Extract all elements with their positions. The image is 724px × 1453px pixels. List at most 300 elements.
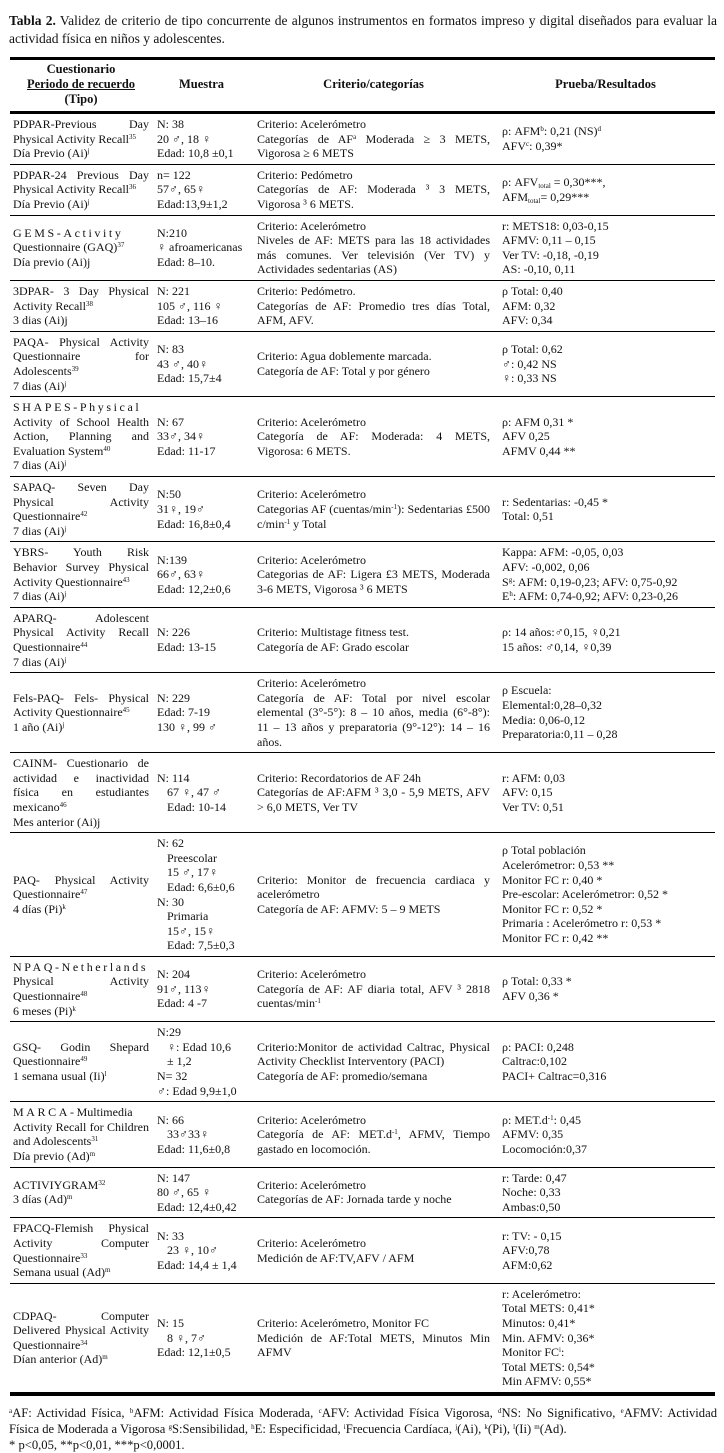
result-line [502,683,712,698]
sample-cell [152,280,251,331]
questionnaire-name: Fels-PAQ- Fels- Physical Activity Questionnaire [13,690,149,720]
reference-number: 35 [128,132,136,141]
text-run: : 0,39* [529,138,563,153]
table-row [10,280,715,331]
text-run: Criterio: Acelerómetro, Monitor FC [257,1315,429,1330]
questionnaire-name-rest: Multimedia Activity Recall for Children and Adolescents [13,1105,149,1149]
text-run: Criterio: Acelerómetro [257,676,366,691]
text-run: AFV 0,25 [502,429,550,444]
criteria-paragraph [257,299,490,328]
recall-type-note: m [67,1193,73,1202]
header-criteria: Criterio/categorías [251,59,496,113]
text-run: ρ: AFV [502,175,539,190]
result-line [502,233,712,248]
sample-line: 31♀, 19♂ [157,501,205,516]
text-run: Min. AFMV: 0,36* [502,1330,595,1345]
questionnaire-name: CAINM- Cuestionario de actividad e inactividad física en estudiantes mexicano [13,756,149,814]
reference-number: 33 [80,1251,88,1260]
text-run: Categoría de AF: promedio/semana [257,1069,428,1084]
criteria-paragraph [257,1069,490,1084]
text-run: Minutos: 0,41* [502,1315,576,1330]
sample-cell [152,956,251,1021]
questionnaire-cell [10,1218,152,1283]
text-run: E: Especificidad, [254,1421,344,1436]
sample-cell [152,833,251,957]
text-run: Criterio: Monitor de frecuencia cardiaca y acelerómetro [257,872,490,902]
text-run: AFV: 0,15 [502,785,553,800]
results-cell [496,607,715,672]
text-run: Acelerómetror: 0,53 ** [502,858,615,873]
table-caption-text: Validez de criterio de tipo concurrente de algunos instrumentos en formatos impreso y digital diseñados para evaluar la actividad física en niños y adolescentes. [9,13,717,46]
recall-period-text: 4 días (Pi) [13,901,63,916]
text-run: NS: No Significativo, [501,1405,621,1420]
text-run: = 0,30***, [550,175,606,190]
sample-line: 43 ♂, 40♀ [157,356,208,371]
result-line [502,1127,712,1142]
reference-number: 48 [80,990,88,999]
text-run: Min AFMV: 0,55* [502,1374,592,1389]
sample-line: 33♂, 34♀ [157,429,205,444]
text-run: ρ Total: 0,40 [502,283,563,298]
result-line [502,873,712,888]
sample-cell [152,164,251,215]
text-run: Criterio: Acelerómetro [257,117,366,131]
reference-number: 40 [103,444,111,453]
text-run: ♂: 0,42 NS [502,356,557,371]
result-line [502,575,712,590]
questionnaire-name: PAQ- Physical Activity Questionnaire [13,872,149,902]
sample-line: Edad: 8–10. [157,255,215,270]
text-run: Criterio: Acelerómetro [257,487,366,502]
recall-period-text: Semana usual (Ad) [13,1265,105,1280]
text-run: Criterio: Acelerómetro [257,1112,366,1127]
recall-period [13,720,149,735]
recall-period [13,379,149,394]
sample-line: ♀: Edad 10,6 [167,1039,231,1054]
text-run: Criterio: Pedómetro. [257,283,356,298]
recall-type-note: m [89,1150,96,1158]
sample-line: Edad: 7-19 [157,705,210,720]
results-cell [496,956,715,1021]
recall-type-note: k [62,902,66,911]
result-line [502,284,712,299]
result-line [502,299,712,314]
sample-line: N: 67 [157,414,184,429]
criteria-paragraph [257,415,490,430]
text-run: Categorías de AF: Moderada ³ 3 METS, Vigorosa ³ 6 METS. [257,182,490,211]
criteria-cell [251,280,496,331]
sample-line: N: 221 [157,283,190,298]
results-cell [496,280,715,331]
result-line [502,262,712,277]
questionnaire-cell [10,477,152,542]
sample-cell [152,1022,251,1102]
result-line [502,371,712,386]
result-line [502,124,712,139]
recall-period [13,146,149,161]
sample-cell [152,397,251,477]
result-line [502,1113,712,1128]
text-run: Total: 0,51 [502,509,554,524]
text-run: PACI+ Caltrac=0,316 [502,1069,607,1084]
criteria-paragraph [257,771,490,786]
criteria-paragraph [257,219,490,234]
text-run: Categoría de AF: Total por nivel escolar elemental (3°-5°): 8 – 10 años, media (6°-8°): 11 – 13 años y preparatoria (9°-12°): 14 – 16 años. [257,690,490,749]
criteria-cell [251,956,496,1021]
sample-line: N:210 [157,225,187,240]
criteria-paragraph [257,1236,490,1251]
recall-period-text: 7 dias (Ai) [13,378,65,393]
reference-number: 44 [80,641,88,649]
text-run: AFMV: Actividad Física de Moderada a Vigorosa [9,1405,717,1436]
subscript: total [528,196,541,205]
result-line [502,771,712,786]
superscript: e [620,1406,624,1415]
criteria-paragraph [257,487,490,502]
result-line [502,1301,712,1316]
criteria-paragraph [257,1113,490,1128]
reference-number: 47 [80,888,88,897]
criteria-cell [251,542,496,607]
result-line [502,190,712,205]
text-run: AFM: Actividad Física Moderada, [133,1405,319,1420]
result-line [502,858,712,873]
recall-type-note: l [104,1070,107,1079]
criteria-cell [251,1167,496,1218]
results-cell [496,1218,715,1283]
questionnaire-name: PAQA- Physical Activity Questionnaire for Adolescents [13,334,149,378]
recall-period-text: 7 dias (Ai) [13,458,65,473]
recall-type-note: j [87,147,90,156]
superscript: g [168,1422,173,1431]
criteria-paragraph [257,349,490,364]
table-row [10,956,715,1021]
sample-line: ♂: Edad 9,9±1,0 [157,1083,237,1098]
text-run: r: AFM: 0,03 [502,770,566,785]
recall-period-text: 6 meses (Pi) [13,1003,73,1018]
criteria-paragraph [257,1316,490,1331]
sample-line: n= 122 [157,167,191,182]
questionnaire-name [13,1105,149,1148]
questionnaire-cell [10,753,152,833]
sample-line: 105 ♂, 116 ♀ [157,298,223,313]
result-line [502,139,712,154]
superscript: c [318,1406,322,1415]
recall-period [13,589,149,604]
text-run: r: METS18: 0,03-0,15 [502,218,609,233]
questionnaire-name-rest: Questionnaire (GAQ) [13,240,118,255]
text-run: Criterio: Acelerómetro [257,967,366,982]
recall-type-note: m [102,1353,108,1362]
result-line [502,1316,712,1331]
superscript: -1 [547,1113,554,1122]
recall-period [13,458,149,473]
superscript: a [353,132,357,141]
questionnaire-name-spaced: NPAQ-Netherlands [13,959,149,974]
criteria-paragraph [257,182,490,211]
text-run: * p<0,05, **p<0,01, ***p<0,0001. [9,1437,185,1452]
table-row [10,607,715,672]
questionnaire-name: SAPAQ- Seven Day Physical Activity Questionnaire [13,480,149,524]
text-run: ): Sedentarias £500 c/min [257,501,490,531]
superscript: d [498,1406,502,1415]
recall-period-text: 7 dias (Ai) [13,589,65,604]
criteria-paragraph [257,284,490,299]
result-line [502,429,712,444]
criteria-cell [251,1102,496,1167]
results-cell [496,215,715,280]
table-row [10,1022,715,1102]
text-run: (Ii) [515,1421,535,1436]
superscript: m [534,1422,540,1431]
text-run: AFM [502,189,529,204]
result-line [502,1185,712,1200]
recall-period-text: 7 dias (Ai) [13,523,65,538]
sample-cell [152,753,251,833]
text-run: Categorias de AF: Ligera £3 METS, Moderada 3-6 METS, Vigorosa ³ 6 METS [257,567,490,596]
text-run: ρ: AFM 0,31 * [502,414,574,429]
text-run: Categorías de AF: Jornada tarde y noche [257,1192,452,1207]
text-run: Categoría de AF: Total y por género [257,363,430,378]
result-line [502,545,712,560]
recall-type-note: j [87,197,90,206]
recall-period [13,1149,149,1164]
reference-number: 49 [80,1055,88,1064]
result-line [502,625,712,640]
questionnaire-name: FPACQ-Flemish Physical Activity Computer Questionnaire [13,1221,149,1265]
header-recall-period: Periodo de recuerdo [26,77,136,91]
result-line [502,1360,712,1375]
criteria-paragraph [257,502,490,531]
sample-line: Edad: 12,2±0,6 [157,581,231,596]
table-row [10,753,715,833]
criteria-paragraph [257,567,490,596]
text-run: Ver TV: -0,18, -0,19 [502,247,599,262]
text-run: Categoría de AF: AFMV: 5 – 9 METS [257,901,441,916]
superscript: i [559,1346,561,1355]
text-run: ρ: PACI: 0,248 [502,1039,574,1054]
result-line [502,843,712,858]
sample-cell [152,477,251,542]
results-cell [496,542,715,607]
table-caption [9,12,717,48]
reference-number: 43 [122,575,130,584]
recall-period-text: Día Previo (Ai) [13,196,88,211]
recall-period [13,1352,149,1367]
text-run: Categoría de AF: Moderada: 4 METS, Vigorosa: 6 METS. [257,429,490,458]
questionnaire-name-spaced: GEMS-Activity [13,225,124,240]
sample-line: Preescolar [167,850,217,865]
questionnaire-name: GSQ- Godin Shepard Questionnaire [13,1039,149,1069]
results-cell [496,833,715,957]
questionnaire-name-spaced: SHAPES-Physical [13,400,142,415]
recall-period [13,255,149,270]
sample-line: N: 114 [157,770,190,785]
recall-period [13,655,149,670]
recall-type-note: k [72,1004,76,1013]
criteria-cell [251,607,496,672]
text-run: S [502,574,509,589]
result-line [502,727,712,742]
results-cell [496,113,715,165]
criteria-cell [251,397,496,477]
text-run: Categoría de AF: Grado escolar [257,640,409,654]
text-run: AS: -0,10, 0,11 [502,262,576,277]
table-row [10,1167,715,1218]
result-line [502,1069,712,1084]
text-run: r: Tarde: 0,47 [502,1170,567,1185]
text-run: Criterio: Acelerómetro [257,218,366,233]
text-run: Preparatoria:0,11 – 0,28 [502,727,618,742]
questionnaire-cell [10,833,152,957]
superscript: c [526,139,530,148]
sample-line: Primaria [167,909,209,924]
result-line [502,219,712,234]
result-line [502,1258,712,1273]
sample-line: Edad:13,9±1,2 [157,196,228,211]
text-run: AFM: 0,32 [502,298,556,313]
reference-number: 45 [122,706,130,715]
text-run: : 0,21 (NS) [543,124,598,139]
table-row [10,1283,715,1394]
result-line [502,509,712,524]
criteria-paragraph [257,640,490,655]
result-line [502,357,712,372]
result-line [502,1142,712,1157]
sample-line: 8 ♀, 7♂ [167,1330,206,1345]
sample-line: Edad: 6,6±0,6 [167,879,235,894]
criteria-paragraph [257,676,490,691]
criteria-paragraph [257,553,490,568]
text-run: ρ: MET.d [502,1112,548,1127]
results-cell [496,477,715,542]
superscript: g [508,575,513,584]
result-line [502,175,712,190]
recall-period-text: 1 semana usual (Ii) [13,1069,105,1084]
criteria-paragraph [257,625,490,640]
criteria-cell [251,215,496,280]
header-questionnaire [10,59,152,113]
questionnaire-cell [10,1167,152,1218]
result-line [502,1345,712,1360]
text-run: Media: 0,06-0,12 [502,712,585,727]
text-run: ♀: 0,33 NS [502,371,557,386]
result-line [502,589,712,604]
recall-period [13,197,149,212]
recall-type-note: j [62,720,65,729]
criteria-paragraph [257,873,490,902]
sample-line: 15♂, 15♀ [167,923,215,938]
sample-line: Edad: 14,4 ± 1,4 [157,1257,237,1272]
text-run: Criterio: Acelerómetro [257,1177,366,1192]
text-run: ρ Total población [502,843,586,858]
text-run: r: Sedentarias: -0,45 * [502,494,608,509]
recall-period [13,1192,149,1207]
questionnaire-name: YBRS- Youth Risk Behavior Survey Physical Activity Questionnaire [13,545,149,589]
text-run: AFV 0,36 * [502,989,559,1004]
result-line [502,887,712,902]
text-run: Criterio: Recordatorios de AF 24h [257,770,421,785]
sample-line: N: 83 [157,342,184,357]
result-line [502,902,712,917]
text-run: Pre-escolar: Acelerómetror: 0,52 * [502,887,668,902]
text-run: AFV: -0,002, 0,06 [502,560,590,575]
questionnaire-cell [10,215,152,280]
questionnaire-name: PDPAR-Previous Day Physical Activity Recall [13,117,149,146]
text-run: Criterio: Acelerómetro [257,552,366,567]
questionnaire-name [13,400,149,458]
result-line [502,313,712,328]
footnote-line [9,1405,717,1437]
text-run: S:Sensibilidad, [172,1421,252,1436]
table-row [10,215,715,280]
sample-line: 66♂, 63♀ [157,567,205,582]
text-run: (Pi), [487,1421,514,1436]
sample-line: 67 ♀, 47 ♂ [167,785,221,800]
recall-period [13,524,149,539]
sample-line: Edad: 4 -7 [157,996,207,1011]
text-run: Medición de AF:Total METS, Minutos Min AFMV [257,1330,490,1360]
sample-cell [152,542,251,607]
text-run: Medición de AF:TV,AFV / AFM [257,1250,415,1265]
sample-line: N= 32 [157,1069,188,1084]
results-cell [496,1102,715,1167]
questionnaire-name-rest: Activity of School Health Action, Planning and Evaluation System [13,414,149,458]
sample-cell [152,1283,251,1394]
results-cell [496,164,715,215]
recall-period-text: 1 año (Ai) [13,719,63,734]
result-line [502,916,712,931]
criteria-paragraph [257,168,490,183]
questionnaire-cell [10,164,152,215]
recall-type-note: j [64,655,67,664]
result-line [502,248,712,263]
sample-line: N: 30 [157,894,184,909]
text-run: AFMV: 0,35 [502,1127,564,1142]
header-questionnaire-line: Cuestionario [46,62,116,76]
questionnaire-name: 3DPAR- 3 Day Physical Activity Recall [13,283,149,313]
questionnaire-name: CDPAQ- Computer Delivered Physical Activity Questionnaire [13,1308,149,1352]
sample-line: 91♂, 113♀ [157,981,211,996]
sample-line: Edad: 15,7±4 [157,371,222,386]
results-cell [496,673,715,753]
sample-line: 130 ♀, 99 ♂ [157,719,217,734]
criteria-cell [251,1283,496,1394]
result-line [502,1374,712,1389]
sample-line: N: 38 [157,117,184,131]
criteria-paragraph [257,1178,490,1193]
table-row [10,331,715,396]
sample-line: Edad: 12,4±0,42 [157,1199,237,1214]
criteria-paragraph [257,982,490,1011]
text-run: Categorías de AF: Promedio tres días Total, AFM, AFV. [257,298,490,328]
superscript: h [251,1422,255,1431]
superscript: b [129,1406,134,1415]
result-line [502,713,712,728]
text-run: Caltrac:0,102 [502,1054,567,1069]
superscript: a [9,1406,13,1415]
recall-period [13,1069,149,1084]
sample-line: N:29 [157,1025,181,1040]
reference-number: 36 [128,183,136,192]
questionnaire-name-spaced: MARCA- [13,1105,77,1120]
questionnaire-cell [10,280,152,331]
footnote-line [9,1437,717,1453]
recall-period-text: 3 días (Ad) [13,1192,67,1207]
sample-line: N:50 [157,487,181,502]
text-run: r: TV: - 0,15 [502,1228,562,1243]
subscript: total [538,182,551,191]
